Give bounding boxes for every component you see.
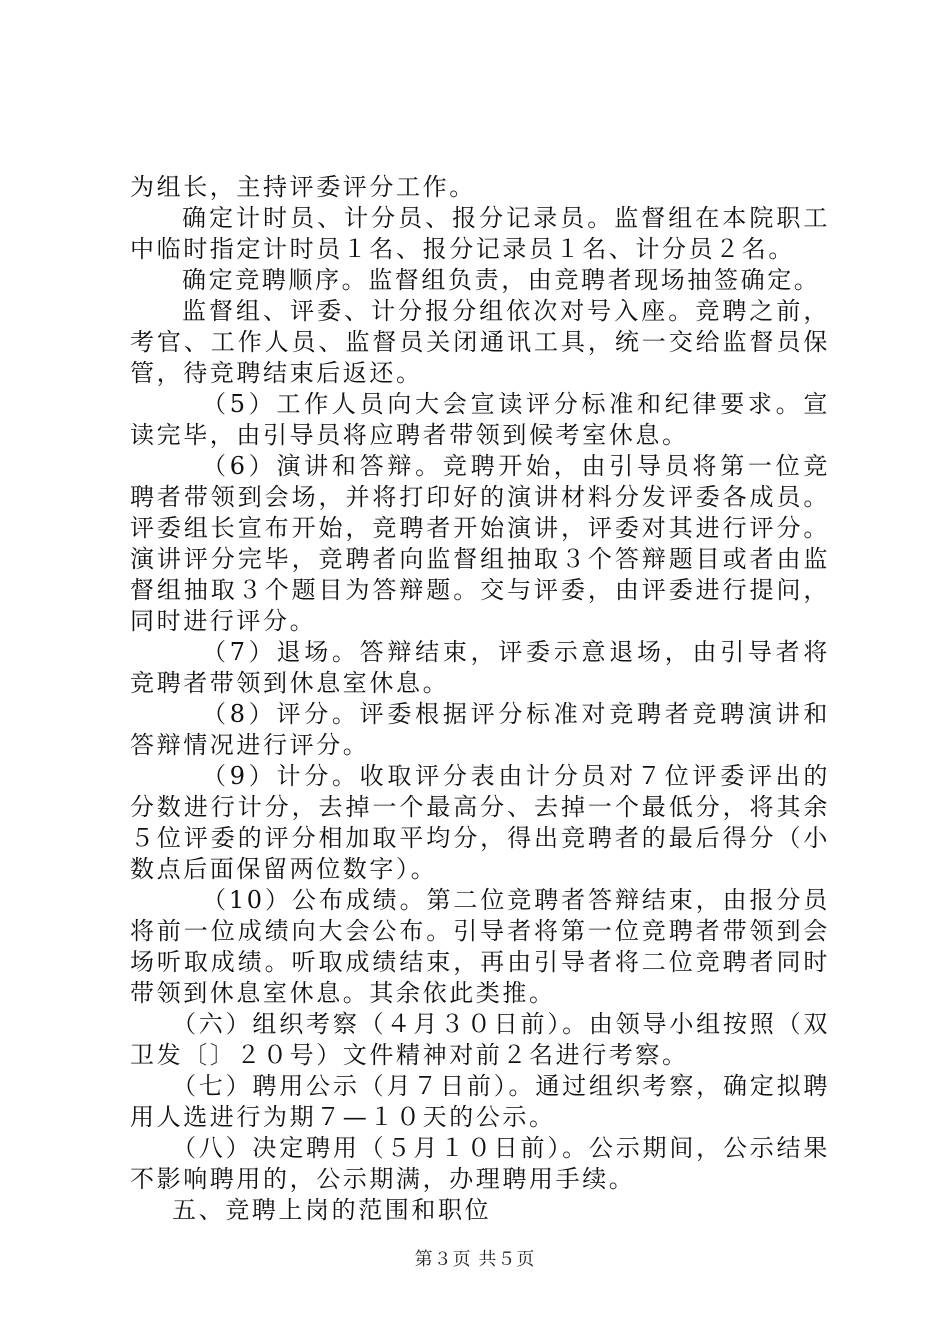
paragraph-timekeepers: 确定计时员、计分员、报分记录员。监督组在本院职工中临时指定计时员１名、报分记录员１名、计分员２名。 bbox=[130, 204, 830, 263]
paragraph-seating: 监督组、评委、计分报分组依次对号入座。竞聘之前，考官、工作人员、监督员关闭通讯工具，统一交给监督员保管，待竞聘结束后返还。 bbox=[130, 297, 830, 387]
paragraph-continuation: 为组长，主持评委评分工作。 bbox=[130, 173, 476, 201]
paragraph-step-5: （5）工作人员向大会宣读评分标准和纪律要求。宣读完毕，由引导员将应聘者带领到候考室休息。 bbox=[130, 390, 830, 449]
paragraph-step-8: （8）评分。评委根据评分标准对竞聘者竞聘演讲和答辩情况进行评分。 bbox=[130, 700, 830, 759]
paragraph-step-10: （10）公布成绩。第二位竞聘者答辩结束，由报分员将前一位成绩向大会公布。引导者将第一位竞聘者带领到会场听取成绩。听取成绩结束，再由引导者将二位竞聘者同时带领到休息室休息。其余依此类推。 bbox=[130, 886, 830, 1007]
document-body bbox=[130, 172, 830, 1226]
paragraph-section-7: （七）聘用公示（月７日前）。通过组织考察，确定拟聘用人选进行为期７—１０天的公示。 bbox=[130, 1072, 830, 1131]
paragraph-section-8: （八）决定聘用（５月１０日前）。公示期间，公示结果不影响聘用的，公示期满，办理聘用手续。 bbox=[130, 1134, 830, 1193]
paragraph-step-7: （7）退场。答辩结束，评委示意退场，由引导者将竞聘者带领到休息室休息。 bbox=[130, 638, 830, 697]
page-number-footer: 第３页 共５页 bbox=[414, 1249, 536, 1270]
paragraph-step-9: （9）计分。收取评分表由计分员对７位评委评出的分数进行计分，去掉一个最高分、去掉一个最低分，将其余５位评委的评分相加取平均分，得出竞聘者的最后得分（小数点后面保留两位数字）。 bbox=[130, 762, 830, 883]
paragraph-section-6: （六）组织考察（４月３０日前）。由领导小组按照（双卫发〔〕２０号）文件精神对前２名进行考察。 bbox=[130, 1010, 830, 1069]
heading-section-five: 五、竞聘上岗的范围和职位 bbox=[172, 1196, 492, 1224]
paragraph-order: 确定竞聘顺序。监督组负责，由竞聘者现场抽签确定。 bbox=[182, 266, 821, 294]
paragraph-step-6: （6）演讲和答辩。竞聘开始，由引导员将第一位竞聘者带领到会场，并将打印好的演讲材料分发评委各成员。评委组长宣布开始，竞聘者开始演讲，评委对其进行评分。演讲评分完毕，竞聘者向监督组抽取３个答辩题目或者由监督组抽取３个题目为答辩题。交与评委，由评委进行提问，同时进行评分。 bbox=[130, 452, 830, 635]
